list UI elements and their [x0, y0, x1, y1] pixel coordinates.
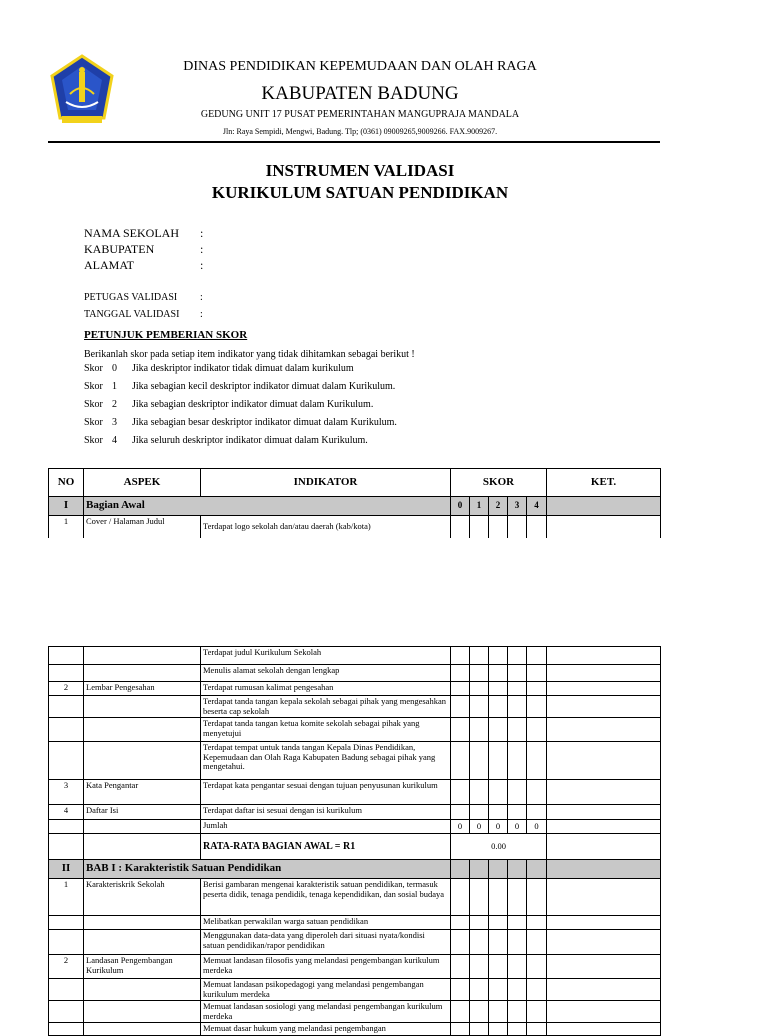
- score-cell-0[interactable]: [451, 955, 470, 979]
- field-regency-colon: :: [200, 242, 204, 256]
- agency-address: Jln: Raya Sempidi, Mengwi, Badung. Tlp; (0361) 09009265,9009266. FAX.9009267.: [222, 127, 498, 136]
- row-aspek: [84, 979, 201, 1001]
- row-indikator: Menggunakan data-data yang diperoleh dari situasi nyata/kondisi satuan pendidikan/rapor pendidikan: [201, 930, 451, 955]
- row-aspek: Daftar Isi: [84, 805, 201, 820]
- field-validation-date-label: TANGGAL VALIDASI: [84, 309, 180, 320]
- score-cell-0[interactable]: [451, 930, 470, 955]
- score-cell-3[interactable]: [508, 742, 527, 780]
- score-cell-0[interactable]: [451, 718, 470, 742]
- score-cell-3[interactable]: [508, 879, 527, 916]
- score-cell-3[interactable]: [508, 930, 527, 955]
- score-cell-2[interactable]: [489, 805, 508, 820]
- ket-cell[interactable]: [547, 1001, 661, 1023]
- score-cell-4[interactable]: [527, 979, 547, 1001]
- page-break-cover: [48, 538, 661, 546]
- row-number: [49, 979, 84, 1001]
- score-cell-3[interactable]: [508, 1001, 527, 1023]
- score-cell-1[interactable]: [470, 1001, 489, 1023]
- score-cell-1[interactable]: [470, 682, 489, 696]
- score-number: 0: [112, 363, 117, 374]
- score-cell-3[interactable]: [508, 916, 527, 930]
- ket-cell[interactable]: [547, 682, 661, 696]
- field-school-name-label: NAMA SEKOLAH: [84, 226, 180, 240]
- row-aspek: [84, 718, 201, 742]
- agency-name: DINAS PENDIDIKAN KEPEMUDAAN DAN OLAH RAGA: [183, 59, 537, 74]
- ket-cell[interactable]: [547, 930, 661, 955]
- score-cell-2[interactable]: [489, 916, 508, 930]
- ket-cell[interactable]: [547, 805, 661, 820]
- header-ket: KET.: [547, 469, 661, 497]
- row-indikator: Terdapat tempat untuk tanda tangan Kepala Dinas Pendidikan, Kepemudaan dan Olah Raga Kabupaten Badung sebagai pihak yang mengetahui.: [201, 742, 451, 780]
- score-cell-4[interactable]: [527, 780, 547, 805]
- header-skor: SKOR: [451, 469, 547, 497]
- table-row: [49, 682, 661, 696]
- row-indikator: Terdapat kata pengantar sesuai dengan tujuan penyusunan kurikulum: [201, 780, 451, 805]
- score-number: 4: [112, 435, 117, 446]
- row-indikator: Memuat landasan sosiologi yang melandasi pengembangan kurikulum merdeka: [201, 1001, 451, 1023]
- row-number: 1: [49, 879, 84, 916]
- building-name: GEDUNG UNIT 17 PUSAT PEMERINTAHAN MANGUPRAJA MANDALA: [200, 109, 520, 120]
- table-row: [49, 955, 661, 979]
- jumlah-value-3: 0: [508, 820, 527, 834]
- score-cell-4[interactable]: [527, 718, 547, 742]
- score-cell-1[interactable]: [470, 780, 489, 805]
- score-cell-4[interactable]: [527, 1001, 547, 1023]
- score-column-1: 1: [470, 497, 489, 516]
- score-description: Jika sebagian kecil deskriptor indikator dimuat dalam Kurikulum.: [132, 381, 396, 392]
- score-cell-3[interactable]: [508, 979, 527, 1001]
- score-cell-4[interactable]: [527, 696, 547, 718]
- jumlah-row: [49, 820, 661, 834]
- ket-cell[interactable]: [547, 516, 661, 539]
- ket-cell[interactable]: [547, 979, 661, 1001]
- score-cell-2[interactable]: [489, 1001, 508, 1023]
- row-indikator: Menulis alamat sekolah dengan lengkap: [201, 665, 451, 682]
- score-number: 3: [112, 417, 117, 428]
- rata-rata-value: 0.00: [451, 834, 547, 860]
- row-aspek: [84, 647, 201, 665]
- row-aspek: [84, 742, 201, 780]
- score-cell-0[interactable]: [451, 780, 470, 805]
- row-indikator: Terdapat tanda tangan kepala sekolah sebagai pihak yang mengesahkan beserta cap sekolah: [201, 696, 451, 718]
- score-cell-0[interactable]: [451, 647, 470, 665]
- score-column-0: 0: [451, 497, 470, 516]
- table-row: [49, 665, 661, 682]
- document-title-line2: KURIKULUM SATUAN PENDIDIKAN: [211, 183, 509, 202]
- score-cell-3[interactable]: [508, 696, 527, 718]
- ket-cell[interactable]: [547, 879, 661, 916]
- score-cell-2[interactable]: [489, 647, 508, 665]
- ket-cell[interactable]: [547, 718, 661, 742]
- score-cell-4[interactable]: [527, 682, 547, 696]
- score-cell-0[interactable]: [451, 1023, 470, 1036]
- score-cell-0[interactable]: [451, 516, 470, 539]
- header-no: NO: [49, 469, 84, 497]
- field-school-name-colon: :: [200, 226, 204, 240]
- regency-emblem-icon: [48, 54, 116, 128]
- ket-cell[interactable]: [547, 780, 661, 805]
- table-row: [49, 930, 661, 955]
- table-row: [49, 979, 661, 1001]
- letterhead-divider: [48, 141, 660, 143]
- row-indikator: Terdapat judul Kurikulum Sekolah: [201, 647, 451, 665]
- rata-rata-label: RATA-RATA BAGIAN AWAL = R1: [201, 834, 451, 860]
- table-row: [49, 1001, 661, 1023]
- row-indikator: Terdapat daftar isi sesuai dengan isi kurikulum: [201, 805, 451, 820]
- score-cell-1[interactable]: [470, 979, 489, 1001]
- validation-table-page2: [48, 646, 661, 1036]
- score-word: Skor: [84, 381, 103, 392]
- section-title: Bagian Awal: [84, 497, 451, 516]
- row-aspek: [84, 696, 201, 718]
- score-cell-1[interactable]: [470, 805, 489, 820]
- field-validator-label: PETUGAS VALIDASI: [84, 292, 178, 303]
- row-number: [49, 1023, 84, 1036]
- score-cell-2[interactable]: [489, 930, 508, 955]
- score-description: Jika sebagian deskriptor indikator dimuat dalam Kurikulum.: [132, 399, 374, 410]
- score-word: Skor: [84, 417, 103, 428]
- score-cell-4[interactable]: [527, 742, 547, 780]
- score-cell-2[interactable]: [489, 718, 508, 742]
- row-indikator: Melibatkan perwakilan warga satuan pendidikan: [201, 916, 451, 930]
- field-regency-label: KABUPATEN: [84, 242, 155, 256]
- score-description: Jika seluruh deskriptor indikator dimuat dalam Kurikulum.: [132, 435, 368, 446]
- score-column-4: 4: [527, 497, 547, 516]
- score-cell-1[interactable]: [470, 718, 489, 742]
- row-number: [49, 665, 84, 682]
- row-aspek: Lembar Pengesahan: [84, 682, 201, 696]
- score-cell-2[interactable]: [489, 696, 508, 718]
- row-aspek: Kata Pengantar: [84, 780, 201, 805]
- score-word: Skor: [84, 435, 103, 446]
- score-cell-1[interactable]: [470, 1023, 489, 1036]
- score-cell-0[interactable]: [451, 1001, 470, 1023]
- score-cell-2[interactable]: [489, 516, 508, 539]
- row-number: 2: [49, 682, 84, 696]
- field-validation-date-colon: :: [200, 309, 203, 320]
- row-indikator: Memuat dasar hukum yang melandasi pengembangan: [201, 1023, 451, 1036]
- score-description: Jika deskriptor indikator tidak dimuat dalam kurikulum: [132, 363, 354, 374]
- row-aspek: [84, 665, 201, 682]
- validation-table-page1: [48, 468, 661, 539]
- score-cell-1[interactable]: [470, 955, 489, 979]
- table-row: [49, 742, 661, 780]
- score-cell-3[interactable]: [508, 718, 527, 742]
- row-indikator: Terdapat rumusan kalimat pengesahan: [201, 682, 451, 696]
- jumlah-label: Jumlah: [201, 820, 451, 834]
- row-indikator: Berisi gambaran mengenai karakteristik satuan pendidikan, termasuk peserta didik, tenaga pendidik, tenaga kependidikan, dan sosial budaya: [201, 879, 451, 916]
- score-cell-3[interactable]: [508, 647, 527, 665]
- jumlah-value-0: 0: [451, 820, 470, 834]
- score-cell-0[interactable]: [451, 805, 470, 820]
- score-cell-0[interactable]: [451, 879, 470, 916]
- score-cell-0[interactable]: [451, 665, 470, 682]
- score-cell-1[interactable]: [470, 696, 489, 718]
- score-cell-1[interactable]: [470, 647, 489, 665]
- row-aspek: [84, 1001, 201, 1023]
- row-number: [49, 916, 84, 930]
- section-number: I: [49, 497, 84, 516]
- score-cell-4[interactable]: [527, 805, 547, 820]
- row-indikator: Memuat landasan psikopedagogi yang melandasi pengembangan kurikulum merdeka: [201, 979, 451, 1001]
- table-row: [49, 696, 661, 718]
- score-cell-3[interactable]: [508, 665, 527, 682]
- jumlah-value-1: 0: [470, 820, 489, 834]
- jumlah-value-2: 0: [489, 820, 508, 834]
- ket-cell: [547, 497, 661, 516]
- score-cell-2[interactable]: [489, 682, 508, 696]
- score-cell-0[interactable]: [451, 979, 470, 1001]
- ket-cell[interactable]: [547, 1023, 661, 1036]
- jumlah-value-4: 0: [527, 820, 547, 834]
- score-cell-0[interactable]: [451, 696, 470, 718]
- score-cell-1[interactable]: [470, 516, 489, 539]
- ket-cell[interactable]: [547, 647, 661, 665]
- ket-cell[interactable]: [547, 696, 661, 718]
- score-cell-3[interactable]: [508, 805, 527, 820]
- score-cell-4[interactable]: [527, 955, 547, 979]
- score-cell-2[interactable]: [489, 955, 508, 979]
- region-name: KABUPATEN BADUNG: [261, 83, 459, 104]
- row-indikator: Terdapat tanda tangan ketua komite sekolah sebagai pihak yang menyetujui: [201, 718, 451, 742]
- ket-cell[interactable]: [547, 916, 661, 930]
- score-cell-4[interactable]: [527, 930, 547, 955]
- score-cell-1[interactable]: [470, 930, 489, 955]
- scoring-instructions-intro: Berikanlah skor pada setiap item indikator yang tidak dihitamkan sebagai berikut !: [84, 349, 415, 360]
- table-row: [49, 647, 661, 665]
- score-cell-2[interactable]: [489, 879, 508, 916]
- score-cell-2[interactable]: [489, 979, 508, 1001]
- score-cell-4[interactable]: [527, 879, 547, 916]
- score-cell-1[interactable]: [470, 665, 489, 682]
- score-cell-2[interactable]: [489, 780, 508, 805]
- score-cell-2[interactable]: [489, 742, 508, 780]
- score-cell-2[interactable]: [489, 665, 508, 682]
- table-row: [49, 1023, 661, 1036]
- row-number: [49, 718, 84, 742]
- scoring-instructions-heading: PETUNJUK PEMBERIAN SKOR: [84, 329, 248, 341]
- score-cell-1[interactable]: [470, 916, 489, 930]
- score-cell-4[interactable]: [527, 647, 547, 665]
- score-cell-4[interactable]: [527, 916, 547, 930]
- score-cell-2[interactable]: [489, 1023, 508, 1036]
- score-description: Jika sebagian besar deskriptor indikator dimuat dalam Kurikulum.: [132, 417, 397, 428]
- score-word: Skor: [84, 399, 103, 410]
- score-number: 1: [112, 381, 117, 392]
- score-cell-3[interactable]: [508, 682, 527, 696]
- row-number: 2: [49, 955, 84, 979]
- score-cell-0[interactable]: [451, 682, 470, 696]
- row-aspek: Cover / Halaman Judul: [84, 516, 201, 539]
- row-number: 1: [49, 516, 84, 539]
- ket-cell[interactable]: [547, 665, 661, 682]
- row-aspek: Karakteriskrik Sekolah: [84, 879, 201, 916]
- row-number: 3: [49, 780, 84, 805]
- score-cell-3[interactable]: [508, 516, 527, 539]
- row-number: [49, 1001, 84, 1023]
- score-cell-4[interactable]: [527, 1023, 547, 1036]
- row-aspek: Landasan Pengembangan Kurikulum: [84, 955, 201, 979]
- row-number: [49, 696, 84, 718]
- table-row: [49, 879, 661, 916]
- row-number: [49, 742, 84, 780]
- score-column-3: 3: [508, 497, 527, 516]
- score-cell-3[interactable]: [508, 955, 527, 979]
- row-number: [49, 930, 84, 955]
- table-row: [49, 516, 661, 539]
- score-column-2: 2: [489, 497, 508, 516]
- score-cell-1[interactable]: [470, 879, 489, 916]
- score-cell-0[interactable]: [451, 742, 470, 780]
- section-number: II: [49, 860, 84, 879]
- score-cell-1[interactable]: [470, 742, 489, 780]
- score-cell-4[interactable]: [527, 665, 547, 682]
- score-cell-4[interactable]: [527, 516, 547, 539]
- section-title: BAB I : Karakteristik Satuan Pendidikan: [84, 860, 451, 879]
- row-indikator: Terdapat logo sekolah dan/atau daerah (kab/kota): [201, 516, 451, 539]
- score-cell-0[interactable]: [451, 916, 470, 930]
- row-aspek: [84, 1023, 201, 1036]
- header-aspek: ASPEK: [84, 469, 201, 497]
- table-row: [49, 805, 661, 820]
- field-address-label: ALAMAT: [84, 258, 134, 272]
- field-address-colon: :: [200, 258, 204, 272]
- table-row: [49, 916, 661, 930]
- row-number: [49, 647, 84, 665]
- score-cell-3[interactable]: [508, 780, 527, 805]
- score-cell-3[interactable]: [508, 1023, 527, 1036]
- table-row: [49, 780, 661, 805]
- document-title-line1: INSTRUMEN VALIDASI: [265, 161, 455, 180]
- row-aspek: [84, 916, 201, 930]
- header-indikator: INDIKATOR: [201, 469, 451, 497]
- ket-cell[interactable]: [547, 955, 661, 979]
- score-word: Skor: [84, 363, 103, 374]
- rata-rata-row: [49, 834, 661, 860]
- table-row: [49, 718, 661, 742]
- score-number: 2: [112, 399, 117, 410]
- ket-cell[interactable]: [547, 742, 661, 780]
- row-indikator: Memuat landasan filosofis yang melandasi pengembangan kurikulum merdeka: [201, 955, 451, 979]
- row-aspek: [84, 930, 201, 955]
- field-validator-colon: :: [200, 292, 203, 303]
- row-number: 4: [49, 805, 84, 820]
